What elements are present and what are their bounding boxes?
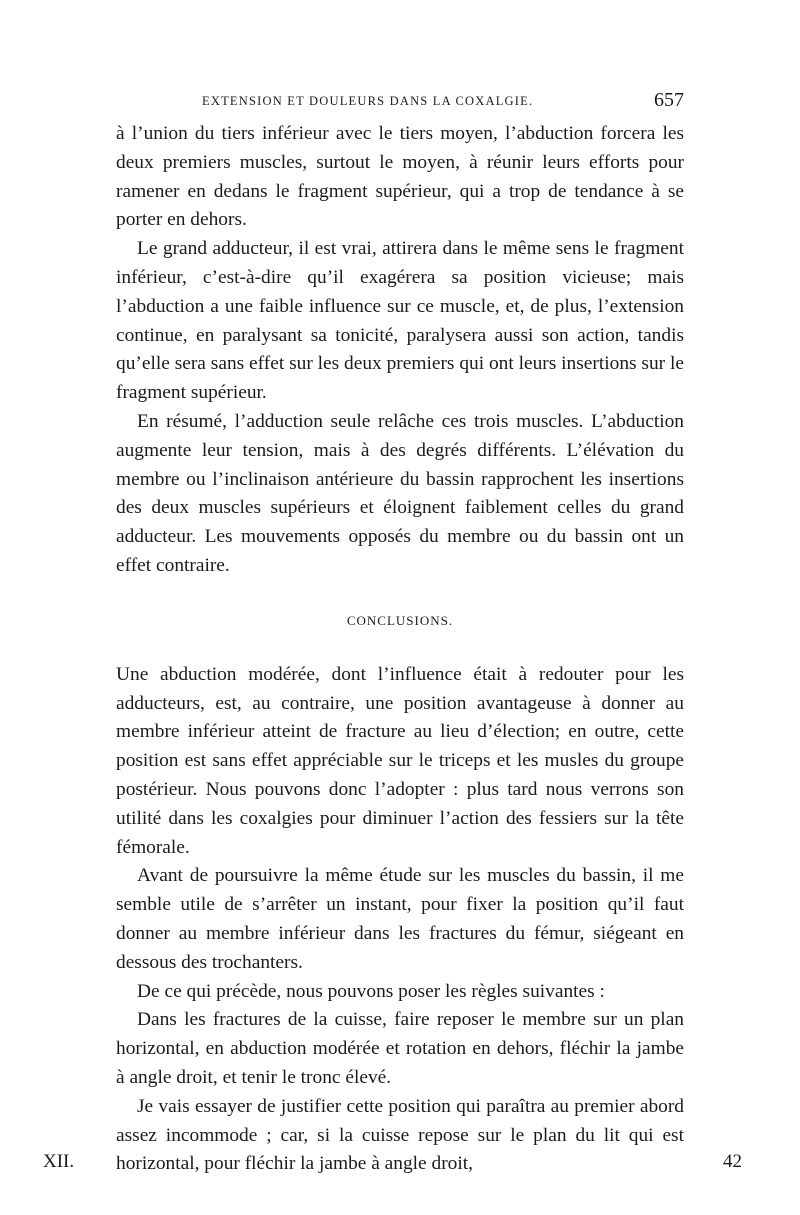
paragraph: Une abduction modérée, dont l’influence était à redouter pour les adducteurs, est, au contraire, une position avantageuse à donner au membre inférieur atteint de fracture au lieu d’élection; en outre, cette position est sans effet appréciable sur le triceps et les musles du groupe postérieur. Nous pouvons donc l’adopter : plus tard nous verrons son utilité dans les coxalgies pour diminuer l’action des fessiers sur la tête fémorale. [116,663,684,858]
volume-mark: XII. [43,1151,75,1172]
paragraph-rule: Dans les fractures de la cuisse, faire reposer le membre sur un plan horizontal, en abduction modérée et rotation en dehors, fléchir la jambe à angle droit, et tenir le tronc élevé. [116,1009,684,1088]
paragraph: Le grand adducteur, il est vrai, attirera dans le même sens le fragment inférieur, c’est-à-dire qu’il exagérera sa position vicieuse; mais l’abduction a une faible influence sur ce muscle, et, de plus, l’extension continue, en paralysant sa tonicité, paralysera aussi son action, tandis qu’elle sera sans effet sur les deux premiers qui ont leurs insertions sur le fragment supérieur. [116,238,684,404]
page-number: 657 [654,89,684,111]
signature-mark: 42 [723,1151,742,1172]
running-head [116,86,684,120]
running-title: EXTENSION ET DOULEURS DANS LA COXALGIE. [202,94,534,108]
section-heading-conclusions: CONCLUSIONS. [346,612,454,628]
page [116,86,684,1179]
body-text [116,120,684,1179]
paragraph: En résumé, l’adduction seule relâche ces trois muscles. L’abduction augmente leur tension, mais à des degrés différents. L’élévation du membre ou l’inclinaison antérieure du bassin rapprochent les insertions des deux muscles supérieurs et éloignent faiblement celles du grand adducteur. Les mouvements opposés du membre ou du bassin ont un effet contraire. [116,410,684,576]
paragraph-continued: à l’union du tiers inférieur avec le tiers moyen, l’abduction forcera les deux premiers muscles, surtout le moyen, à réunir leurs efforts pour ramener en dedans le fragment supérieur, qui a trop de tendance à se porter en dehors. [116,123,684,231]
signature-line [43,1151,742,1177]
paragraph: Avant de poursuivre la même étude sur les muscles du bassin, il me semble utile de s’arrêter un instant, pour fixer la position qu’il faut donner au membre inférieur dans les fractures du fémur, siégeant en dessous des trochanters. [116,865,684,973]
paragraph: De ce qui précède, nous pouvons poser les règles suivantes : [137,980,605,1002]
paragraph: Je vais essayer de justifier cette position qui paraîtra au premier abord assez incommode ; car, si la cuisse repose sur le plan du lit qui est horizontal, pour fléchir la jambe à angle droit, [116,1095,684,1175]
